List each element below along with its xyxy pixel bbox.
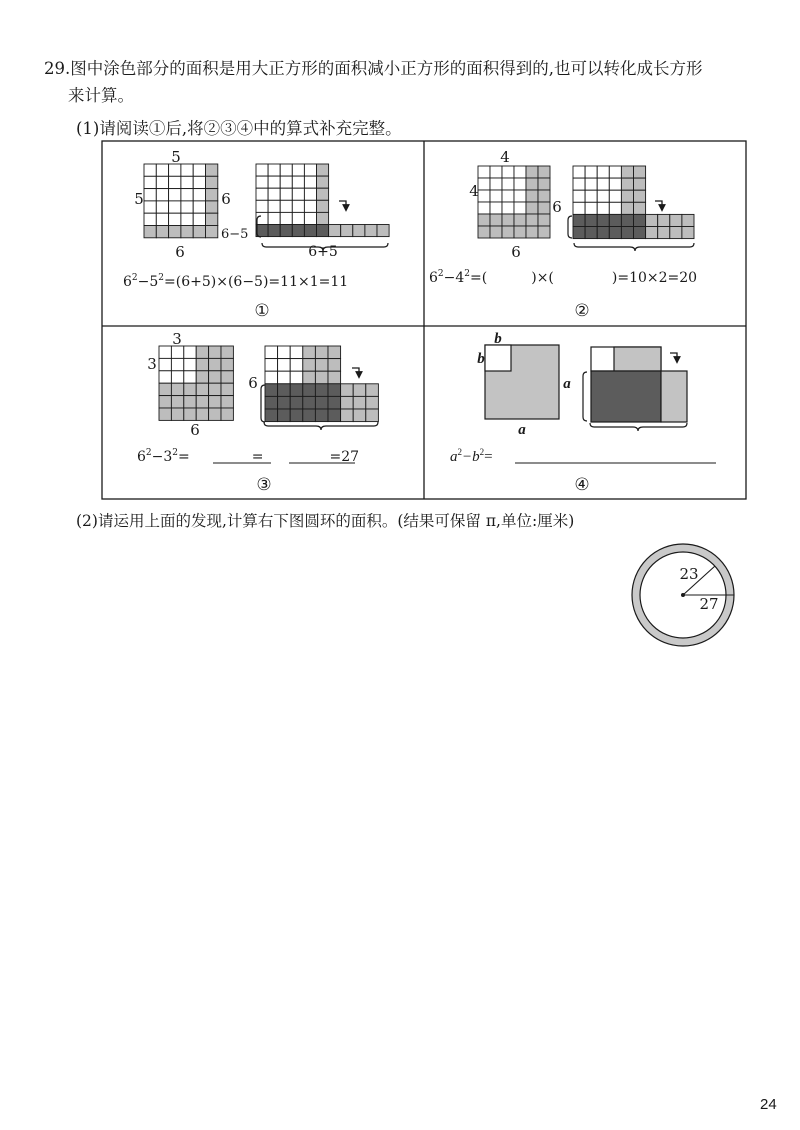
grid-cell	[221, 358, 233, 370]
grid-big-square	[159, 346, 233, 420]
grid-cell	[265, 384, 278, 397]
grid-cell	[169, 176, 181, 188]
grid-cell	[538, 214, 550, 226]
grid-cell	[526, 178, 538, 190]
grid-cell	[256, 176, 268, 188]
grid-cell	[658, 227, 670, 239]
grid-cell	[278, 409, 291, 422]
panel-3	[137, 330, 378, 495]
grid-cell	[184, 358, 196, 370]
grid-cell	[609, 190, 621, 202]
grid-cell	[265, 346, 278, 359]
bracket-left	[568, 216, 572, 238]
grid-cell	[171, 408, 183, 420]
grid-cell	[621, 227, 633, 239]
grid-cell	[280, 176, 292, 188]
label-mid: a	[563, 376, 571, 392]
grid-cell	[303, 346, 316, 359]
brace	[590, 423, 687, 431]
label-side: 6−5	[221, 227, 249, 242]
grid-cell	[478, 202, 490, 214]
grid-cell	[609, 178, 621, 190]
label-bottom: 6	[190, 421, 200, 439]
grid-cell	[265, 409, 278, 422]
grid-cell	[573, 166, 585, 178]
grid-cell	[303, 384, 316, 397]
grid-cell	[156, 213, 168, 225]
grid-cell	[209, 358, 221, 370]
grid-cell	[268, 188, 280, 200]
grid-cell	[341, 384, 354, 397]
grid-cell	[206, 226, 218, 238]
grid-cell	[303, 396, 316, 409]
grid-cell	[209, 383, 221, 395]
formula: $6^2-5^2=(6+5)\times(6-5)=11\times 1=11$	[123, 273, 349, 290]
grid-cell	[280, 225, 292, 237]
grid-cell	[621, 202, 633, 214]
grid-cell	[609, 214, 621, 226]
grid-cell	[278, 396, 291, 409]
circled-number: ③	[256, 475, 272, 495]
grid-cell	[221, 346, 233, 358]
grid-cell	[181, 176, 193, 188]
grid-cell	[292, 176, 304, 188]
grid-cell	[490, 178, 502, 190]
grid-cell	[280, 212, 292, 224]
formula: $6^2-4^2=$( )×( )=10×2=20	[429, 269, 698, 286]
grid-cell	[341, 409, 354, 422]
grid-cell	[328, 409, 341, 422]
panel-1	[123, 148, 389, 321]
grid-cell	[573, 202, 585, 214]
grid-cell	[634, 166, 646, 178]
grid-cell	[184, 396, 196, 408]
grid-cell	[634, 178, 646, 190]
grid-cell	[514, 226, 526, 238]
grid-cell	[317, 225, 329, 237]
grid-cell	[169, 226, 181, 238]
grid-cell	[526, 214, 538, 226]
question-number: 29.	[44, 59, 71, 78]
grid-cell	[184, 346, 196, 358]
grid-cell	[609, 202, 621, 214]
grid-cell	[670, 214, 682, 226]
grid-cell	[634, 202, 646, 214]
grid-cell	[256, 188, 268, 200]
grid-cell	[209, 346, 221, 358]
circled-number: ②	[574, 301, 590, 321]
label-top: b	[494, 331, 502, 347]
grid-cell	[353, 225, 365, 237]
grid-cell	[538, 226, 550, 238]
grid-cell	[265, 359, 278, 372]
center-point	[681, 593, 685, 597]
grid-cell	[353, 396, 366, 409]
grid-cell	[490, 166, 502, 178]
page-number: 24	[760, 1096, 777, 1113]
grid-cell	[514, 190, 526, 202]
grid-cell	[634, 190, 646, 202]
grid-cell	[206, 213, 218, 225]
grid-cell	[502, 226, 514, 238]
grid-cell	[502, 166, 514, 178]
formula: $6^2-3^2= = =27$	[137, 448, 360, 465]
grid-rearranged	[573, 166, 694, 239]
grid-cell	[526, 190, 538, 202]
grid-cell	[585, 190, 597, 202]
grid-cell	[292, 225, 304, 237]
grid-cell	[341, 225, 353, 237]
dark-rectangle	[591, 371, 661, 422]
grid-cell	[304, 200, 316, 212]
grid-cell	[329, 225, 341, 237]
grid-cell	[265, 371, 278, 384]
label-mid: 6	[552, 198, 562, 216]
grid-cell	[538, 190, 550, 202]
label-top: 5	[171, 148, 181, 166]
grid-cell	[634, 227, 646, 239]
grid-cell	[317, 212, 329, 224]
question-text-line2: 来计算。	[68, 86, 134, 105]
grid-cell	[159, 396, 171, 408]
label-brace: 6+5	[308, 244, 338, 260]
grid-cell	[490, 214, 502, 226]
moved-piece-light	[614, 347, 661, 371]
grid-cell	[621, 214, 633, 226]
grid-cell	[193, 213, 205, 225]
grid-cell	[184, 383, 196, 395]
grid-cell	[315, 359, 328, 372]
grid-cell	[538, 178, 550, 190]
grid-cell	[538, 202, 550, 214]
grid-cell	[268, 164, 280, 176]
grid-cell	[609, 166, 621, 178]
circled-number: ④	[574, 475, 590, 495]
grid-cell	[265, 396, 278, 409]
grid-cell	[181, 164, 193, 176]
grid-cell	[181, 201, 193, 213]
grid-cell	[290, 371, 303, 384]
grid-cell	[514, 178, 526, 190]
grid-cell	[366, 396, 379, 409]
ring-figure	[632, 544, 734, 646]
grid-cell	[317, 188, 329, 200]
label-left: 4	[469, 182, 479, 200]
grid-cell	[502, 190, 514, 202]
grid-cell	[573, 190, 585, 202]
grid-cell	[621, 190, 633, 202]
grid-cell	[159, 371, 171, 383]
grid-cell	[490, 226, 502, 238]
grid-cell	[526, 202, 538, 214]
grid-cell	[304, 164, 316, 176]
grid-cell	[585, 227, 597, 239]
grid-cell	[526, 166, 538, 178]
grid-cell	[366, 384, 379, 397]
grid-cell	[682, 227, 694, 239]
grid-cell	[292, 188, 304, 200]
grid-cell	[365, 225, 377, 237]
grid-cell	[317, 200, 329, 212]
grid-cell	[502, 178, 514, 190]
grid-cell	[478, 178, 490, 190]
grid-cell	[196, 358, 208, 370]
grid-cell	[278, 346, 291, 359]
grid-cell	[526, 226, 538, 238]
grid-cell	[304, 225, 316, 237]
grid-cell	[315, 396, 328, 409]
label-top: 3	[172, 330, 182, 348]
grid-cell	[597, 202, 609, 214]
grid-cell	[221, 408, 233, 420]
grid-cell	[209, 396, 221, 408]
grid-cell	[171, 371, 183, 383]
grid-cell	[315, 409, 328, 422]
label-bottom: 6	[175, 243, 185, 261]
grid-cell	[597, 178, 609, 190]
grid-cell	[514, 214, 526, 226]
grid-cell	[144, 176, 156, 188]
grid-cell	[193, 226, 205, 238]
grid-cell	[206, 201, 218, 213]
grid-cell	[206, 164, 218, 176]
grid-cell	[209, 371, 221, 383]
grid-big-square	[478, 166, 550, 238]
grid-cell	[292, 164, 304, 176]
grid-cell	[304, 188, 316, 200]
grid-cell	[278, 371, 291, 384]
grid-cell	[682, 214, 694, 226]
grid-cell	[144, 226, 156, 238]
grid-cell	[646, 227, 658, 239]
grid-cell	[478, 214, 490, 226]
grid-cell	[256, 164, 268, 176]
grid-cell	[156, 226, 168, 238]
grid-cell	[193, 201, 205, 213]
grid-cell	[209, 408, 221, 420]
grid-cell	[317, 164, 329, 176]
bracket-left	[583, 372, 587, 421]
grid-cell	[502, 202, 514, 214]
grid-cell	[353, 384, 366, 397]
grid-cell	[268, 225, 280, 237]
circled-number: ①	[254, 301, 270, 321]
grid-cell	[315, 346, 328, 359]
grid-cell	[597, 214, 609, 226]
grid-cell	[597, 227, 609, 239]
grid-cell	[169, 213, 181, 225]
grid-cell	[658, 214, 670, 226]
grid-cell	[181, 189, 193, 201]
grid-cell	[144, 189, 156, 201]
grid-cell	[634, 214, 646, 226]
panel-2	[429, 148, 697, 321]
move-arrow	[670, 353, 677, 360]
grid-cell	[597, 166, 609, 178]
grid-cell	[169, 201, 181, 213]
grid-cell	[353, 409, 366, 422]
grid-cell	[478, 190, 490, 202]
grid-cell	[502, 214, 514, 226]
grid-cell	[597, 190, 609, 202]
grid-cell	[538, 166, 550, 178]
grid-cell	[156, 164, 168, 176]
grid-cell	[328, 384, 341, 397]
grid-rearranged	[256, 164, 389, 237]
grid-cell	[278, 384, 291, 397]
grid-rearranged	[265, 346, 378, 422]
grid-cell	[206, 176, 218, 188]
grid-cell	[193, 164, 205, 176]
grid-cell	[490, 190, 502, 202]
brace	[264, 422, 378, 430]
grid-cell	[366, 409, 379, 422]
grid-cell	[315, 371, 328, 384]
grid-cell	[573, 227, 585, 239]
grid-cell	[292, 212, 304, 224]
label-left: 3	[147, 355, 157, 373]
question-text-line1: 图中涂色部分的面积是用大正方形的面积减小正方形的面积得到的,也可以转化成长方形	[70, 59, 703, 78]
grid-cell	[181, 226, 193, 238]
part1-instruction: (1)请阅读①后,将②③④中的算式补充完整。	[76, 119, 402, 138]
grid-cell	[328, 371, 341, 384]
grid-cell	[156, 176, 168, 188]
grid-cell	[621, 178, 633, 190]
grid-cell	[193, 189, 205, 201]
small-square	[485, 345, 511, 371]
grid-cell	[171, 358, 183, 370]
grid-cell	[159, 408, 171, 420]
grid-cell	[304, 176, 316, 188]
bracket-left	[261, 385, 265, 422]
grid-cell	[169, 189, 181, 201]
grid-cell	[303, 359, 316, 372]
grid-cell	[144, 213, 156, 225]
grid-cell	[317, 176, 329, 188]
grid-cell	[268, 200, 280, 212]
grid-cell	[514, 202, 526, 214]
grid-cell	[278, 359, 291, 372]
attached-strip	[661, 371, 687, 422]
grid-cell	[303, 371, 316, 384]
move-arrow	[339, 201, 346, 208]
grid-cell	[280, 164, 292, 176]
grid-cell	[159, 358, 171, 370]
brace	[574, 243, 694, 251]
grid-cell	[171, 383, 183, 395]
grid-cell	[573, 214, 585, 226]
grid-cell	[621, 166, 633, 178]
grid-cell	[377, 225, 389, 237]
grid-cell	[171, 396, 183, 408]
grid-cell	[585, 178, 597, 190]
grid-cell	[585, 202, 597, 214]
grid-cell	[290, 359, 303, 372]
grid-cell	[280, 188, 292, 200]
label-bottom: 6	[511, 243, 521, 261]
grid-cell	[290, 409, 303, 422]
label-inner-radius: 23	[679, 565, 699, 583]
grid-cell	[268, 212, 280, 224]
grid-cell	[193, 176, 205, 188]
grid-cell	[290, 346, 303, 359]
grid-cell	[196, 383, 208, 395]
grid-cell	[292, 200, 304, 212]
label-left: 5	[134, 190, 144, 208]
label-top: 4	[500, 148, 510, 166]
part2-instruction: (2)请运用上面的发现,计算右下图圆环的面积。(结果可保留 π,单位:厘米)	[76, 512, 575, 530]
grid-cell	[221, 396, 233, 408]
grid-cell	[196, 346, 208, 358]
grid-cell	[478, 226, 490, 238]
label-bottom: a	[518, 422, 526, 438]
grid-cell	[609, 227, 621, 239]
grid-cell	[315, 384, 328, 397]
label-mid: 6	[221, 190, 231, 208]
grid-cell	[328, 346, 341, 359]
grid-cell	[490, 202, 502, 214]
grid-cell	[280, 200, 292, 212]
grid-cell	[646, 214, 658, 226]
grid-cell	[144, 201, 156, 213]
grid-cell	[585, 166, 597, 178]
grid-cell	[196, 371, 208, 383]
grid-cell	[156, 201, 168, 213]
grid-cell	[159, 346, 171, 358]
grid-cell	[196, 408, 208, 420]
grid-cell	[184, 371, 196, 383]
grid-cell	[573, 178, 585, 190]
grid-cell	[206, 189, 218, 201]
grid-cell	[156, 189, 168, 201]
panel-4	[450, 331, 716, 495]
grid-cell	[328, 396, 341, 409]
grid-cell	[181, 213, 193, 225]
label-mid: 6	[248, 374, 258, 392]
grid-cell	[268, 176, 280, 188]
formula: $a^2-b^2=$	[450, 447, 493, 465]
grid-cell	[670, 227, 682, 239]
grid-cell	[328, 359, 341, 372]
grid-cell	[303, 409, 316, 422]
grid-cell	[341, 396, 354, 409]
grid-cell	[159, 383, 171, 395]
grid-cell	[290, 396, 303, 409]
grid-big-square	[144, 164, 218, 238]
grid-cell	[221, 383, 233, 395]
grid-cell	[304, 212, 316, 224]
grid-cell	[144, 164, 156, 176]
grid-cell	[196, 396, 208, 408]
grid-cell	[290, 384, 303, 397]
grid-cell	[221, 371, 233, 383]
move-arrow	[352, 368, 359, 375]
label-left: b	[477, 351, 485, 367]
grid-cell	[585, 214, 597, 226]
grid-cell	[514, 166, 526, 178]
grid-cell	[184, 408, 196, 420]
move-arrow	[655, 201, 662, 208]
grid-cell	[478, 166, 490, 178]
label-outer-radius: 27	[699, 595, 719, 613]
grid-cell	[256, 200, 268, 212]
